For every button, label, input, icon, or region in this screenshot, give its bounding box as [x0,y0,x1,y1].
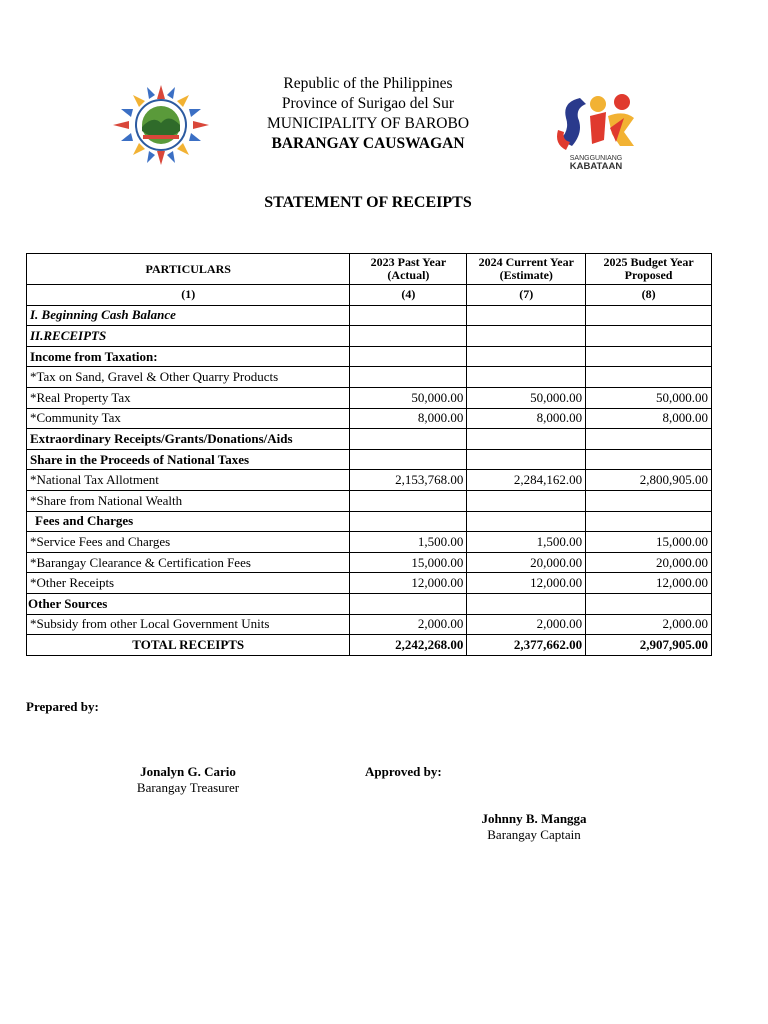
cell-2023 [350,305,467,326]
cell-2025 [586,511,712,532]
approver-title: Barangay Captain [487,827,581,842]
row-label: Income from Taxation: [27,346,350,367]
header-2025-line1: 2025 Budget Year [603,255,694,269]
cell-2023 [350,346,467,367]
column-number-row [27,285,712,306]
row-label: *Community Tax [27,408,350,429]
table-row [27,573,712,594]
cell-2024 [467,429,586,450]
approved-by-label: Approved by: [365,764,442,779]
cell-2025: 2,800,905.00 [586,470,712,491]
header-2024 [467,254,586,285]
table-row [27,408,712,429]
row-label: *Subsidy from other Local Government Units [27,614,350,635]
column-number-7: (7) [467,285,586,306]
cell-2023 [350,429,467,450]
cell-2024: 12,000.00 [467,573,586,594]
cell-2023: 12,000.00 [350,573,467,594]
total-label: TOTAL RECEIPTS [27,635,350,656]
cell-2025: 50,000.00 [586,387,712,408]
cell-2023: 2,000.00 [350,614,467,635]
document-title: STATEMENT OF RECEIPTS [264,194,472,211]
column-number-4: (4) [350,285,467,306]
table-row [27,511,712,532]
cell-2024 [467,305,586,326]
table-row [27,346,712,367]
row-label: Extraordinary Receipts/Grants/Donations/Aids [27,429,350,450]
cell-2025: 15,000.00 [586,532,712,553]
cell-2024 [467,593,586,614]
row-label: *Tax on Sand, Gravel & Other Quarry Products [27,367,350,388]
cell-2025 [586,429,712,450]
cell-2024 [467,367,586,388]
header-line-barangay: BARANGAY CAUSWAGAN [271,135,465,152]
cell-2023: 2,153,768.00 [350,470,467,491]
cell-2024: 50,000.00 [467,387,586,408]
row-label: Fees and Charges [27,511,350,532]
header-2025-line2: Proposed [624,268,673,282]
cell-2025 [586,449,712,470]
row-label: *Service Fees and Charges [27,532,350,553]
row-label: II.RECEIPTS [27,326,350,347]
cell-2024: 1,500.00 [467,532,586,553]
table-row [27,614,712,635]
table-row [27,429,712,450]
table-row [27,449,712,470]
row-label: *Share from National Wealth [27,490,350,511]
cell-2023: 8,000.00 [350,408,467,429]
table-row [27,593,712,614]
approver-name: Johnny B. Mangga [481,811,587,826]
sk-logo-text-top: SANGGUNIANG [569,155,623,162]
row-label: *Barangay Clearance & Certification Fees [27,552,350,573]
column-number-8: (8) [586,285,712,306]
cell-2023: 50,000.00 [350,387,467,408]
municipal-seal-logo [112,84,210,166]
cell-2023: 15,000.00 [350,552,467,573]
total-row [27,635,712,656]
total-2025: 2,907,905.00 [586,635,712,656]
table-row [27,490,712,511]
header-2023 [350,254,467,285]
header-2024-line2: (Estimate) [499,268,553,282]
cell-2023 [350,593,467,614]
cell-2024 [467,490,586,511]
row-label: *National Tax Allotment [27,470,350,491]
column-number-1: (1) [27,285,350,306]
cell-2024 [467,449,586,470]
preparer-name: Jonalyn G. Cario [140,764,236,779]
row-label: I. Beginning Cash Balance [27,305,350,326]
header-2023-line1: 2023 Past Year [370,255,447,269]
cell-2023 [350,490,467,511]
header-2023-line2: (Actual) [387,268,430,282]
table-header-row [27,254,712,285]
cell-2023 [350,326,467,347]
header-particulars: PARTICULARS [27,254,350,285]
cell-2024 [467,326,586,347]
table-row [27,552,712,573]
prepared-by-label: Prepared by: [26,699,99,714]
table-row [27,326,712,347]
total-2023: 2,242,268.00 [350,635,467,656]
cell-2023 [350,367,467,388]
cell-2025: 12,000.00 [586,573,712,594]
cell-2025 [586,346,712,367]
total-2024: 2,377,662.00 [467,635,586,656]
cell-2025 [586,490,712,511]
cell-2025 [586,367,712,388]
header-line-province: Province of Surigao del Sur [281,95,455,112]
row-label: Other Sources [27,593,350,614]
cell-2023 [350,511,467,532]
cell-2025 [586,593,712,614]
table-row [27,305,712,326]
table-row [27,532,712,553]
cell-2025 [586,305,712,326]
sangguniang-kabataan-logo [550,88,642,174]
cell-2023 [350,449,467,470]
row-label: *Other Receipts [27,573,350,594]
cell-2024 [467,511,586,532]
header-2024-line1: 2024 Current Year [478,255,574,269]
receipts-table [26,253,712,656]
cell-2024: 20,000.00 [467,552,586,573]
cell-2024: 2,000.00 [467,614,586,635]
preparer-title: Barangay Treasurer [136,780,240,795]
cell-2025: 20,000.00 [586,552,712,573]
header-line-republic: Republic of the Philippines [283,75,453,92]
header-line-municipality: MUNICIPALITY OF BAROBO [266,115,470,132]
cell-2025 [586,326,712,347]
cell-2025: 8,000.00 [586,408,712,429]
cell-2025: 2,000.00 [586,614,712,635]
document-header [230,74,506,154]
approver-signature-block [465,811,603,843]
row-label: *Real Property Tax [27,387,350,408]
cell-2023: 1,500.00 [350,532,467,553]
cell-2024 [467,346,586,367]
cell-2024: 8,000.00 [467,408,586,429]
sk-logo-text-bottom: KABATAAN [569,161,623,172]
cell-2024: 2,284,162.00 [467,470,586,491]
table-row [27,387,712,408]
row-label: Share in the Proceeds of National Taxes [27,449,350,470]
header-2025 [586,254,712,285]
table-row [27,470,712,491]
preparer-signature-block [118,764,258,796]
table-row [27,367,712,388]
